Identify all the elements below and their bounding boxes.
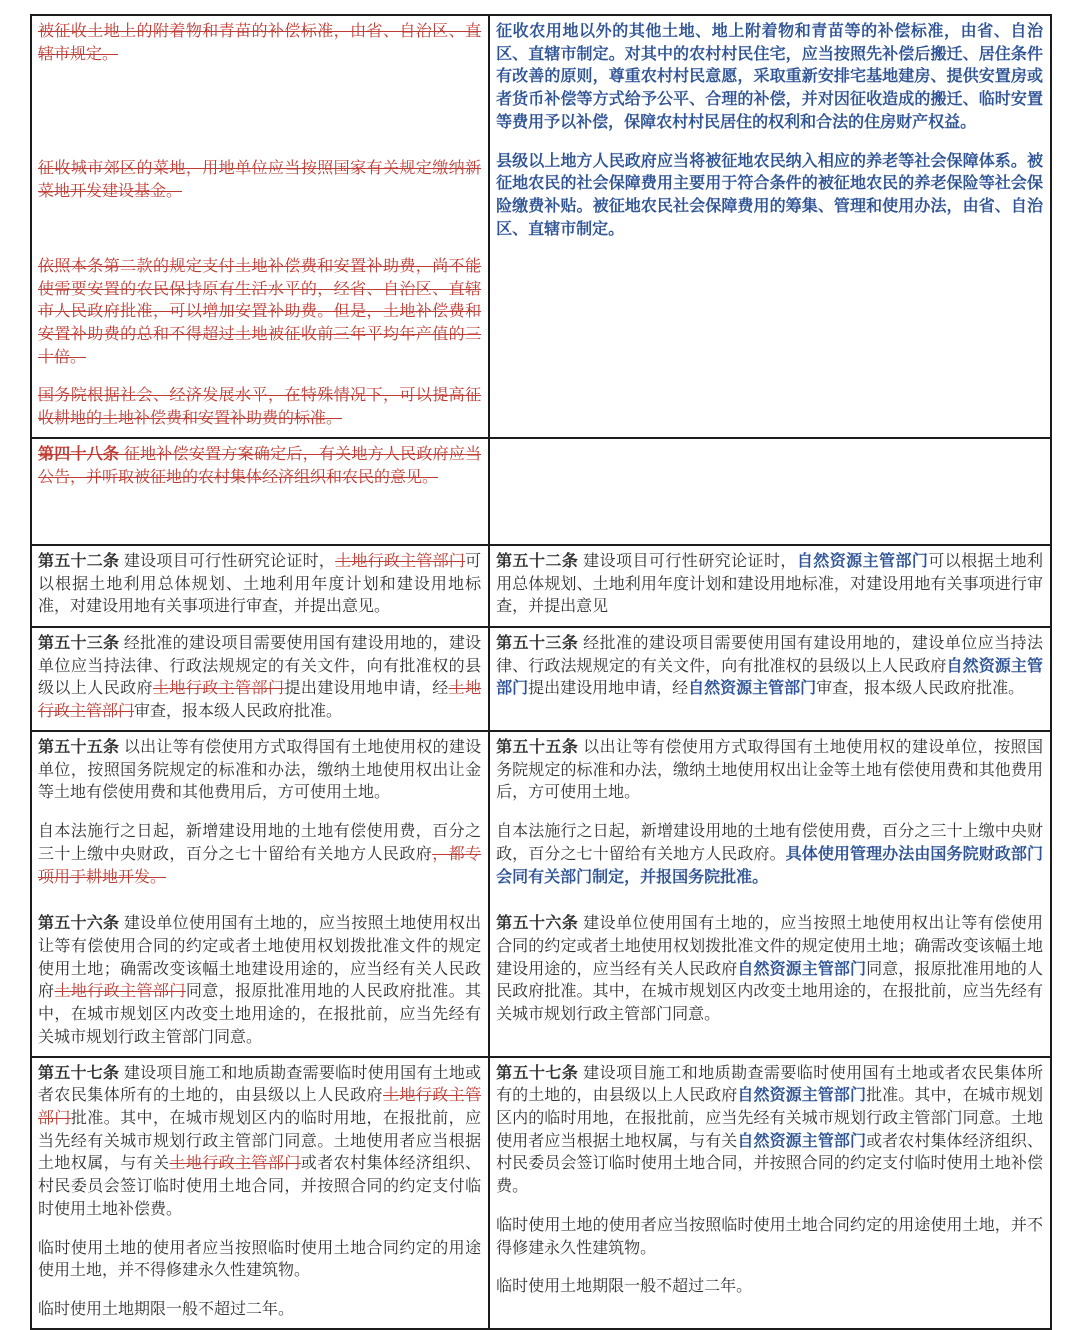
text-run: 自本法施行之日起，新增建设用地的土地有偿使用费，百分之三十上缴中央财政，百分之七十留给有关地方人民政府 <box>38 823 482 863</box>
article-number: 第五十五条 <box>496 738 584 756</box>
text-run: 建设单位使用国有土地的，应当按照土地使用权出让等有偿使用合同的约定或者土地使用权划拨批准文件的规定使用土地；确需改变该幅土地建设用途的，应当经有关人民政府 <box>496 915 1043 978</box>
law-paragraph <box>496 633 1043 701</box>
comparison-table <box>30 14 1052 1330</box>
old-version-cell <box>32 732 490 1056</box>
text-run: 同意，报原批准用地的人民政府批准。其中，在城市规划区内改变土地用途的，在报批前，应当先经有关城市规划行政主管部门同意。 <box>496 960 1043 1024</box>
added-text: 征收农用地以外的其他土地、地上附着物和青苗等的补偿标准，由省、自治区、直辖市制定。对其中的农村村民住宅，应当按照先补偿后搬迁、居住条件有改善的原则，尊重农村村民意愿，采取重新安排宅基地建房、提供安置房或者货币补偿等方式给予公平、合理的补偿，并对因征收造成的搬迁、临时安置等费用予以补偿，保障农村村民居住的权利和合法的住房财产权益。 <box>496 23 1043 131</box>
article-number: 第五十五条 <box>38 738 124 756</box>
added-text: 自然资源主管部门 <box>688 680 817 698</box>
law-paragraph <box>38 1063 481 1222</box>
old-version-cell <box>32 439 490 544</box>
text-run: 以出让等有偿使用方式取得国有土地使用权的建设单位，按照国务院规定的标准和办法，缴纳土地使用权出让金等土地有偿使用费和其他费用后，方可使用土地。 <box>496 738 1043 802</box>
new-version-cell <box>490 439 1050 544</box>
text-run: 以出让等有偿使用方式取得国有土地使用权的建设单位，按照国务院规定的标准和办法，缴纳土地使用权出让金等土地有偿使用费和其他费用后，方可使用土地。 <box>38 738 482 802</box>
deleted-text: 土地行政主管部门 <box>335 552 466 570</box>
text-run: 审查，报本级人民政府批准。 <box>134 703 343 721</box>
article-number: 第五十六条 <box>496 915 584 933</box>
law-paragraph <box>38 21 481 66</box>
law-paragraph <box>38 444 481 489</box>
law-paragraph <box>496 821 1043 889</box>
text-run: 经批准的建设项目需要使用国有建设用地的，建设单位应当持法律、行政法规规定的有关文件，向有批准权的县级以上人民政府 <box>38 634 482 698</box>
deleted-article-number: 第四十八条 <box>38 445 124 463</box>
table-row <box>32 730 1050 1056</box>
text-run: 建设项目施工和地质勘查需要临时使用国有土地或者农民集体所有的土地的，由县级以上人民政府 <box>38 1064 482 1105</box>
text-run: 可以根据土地利用总体规划、土地利用年度计划和建设用地标准，对建设用地有关事项进行审查，并提出意见。 <box>38 552 482 616</box>
table-row <box>32 437 1050 544</box>
law-paragraph <box>38 1299 481 1322</box>
deleted-text: 征地补偿安置方案确定后，有关地方人民政府应当公告，并听取被征地的农村集体经济组织和农民的意见。 <box>38 445 482 486</box>
article-number: 第五十六条 <box>38 915 124 933</box>
text-run: 建设项目可行性研究论证时， <box>583 552 797 570</box>
text-run: 经批准的建设项目需要使用国有建设用地的，建设单位应当持法律、行政法规规定的有关文件，向有批准权的县级以上人民政府 <box>496 634 1043 675</box>
article-number: 第五十二条 <box>38 552 124 570</box>
text-run: 自本法施行之日起，新增建设用地的土地有偿使用费，百分之三十上缴中央财政，百分之七十留给有关地方人民政府。 <box>496 823 1043 863</box>
table-row <box>32 16 1050 437</box>
new-version-cell <box>490 546 1050 626</box>
law-paragraph <box>496 551 1043 619</box>
table-row <box>32 626 1050 730</box>
old-version-cell <box>32 546 490 626</box>
law-paragraph <box>38 737 481 805</box>
text-run: 临时使用土地期限一般不超过二年。 <box>496 1278 753 1296</box>
new-version-cell <box>490 16 1050 437</box>
added-text: 自然资源主管部门 <box>737 1087 867 1105</box>
text-run: 批准。其中，在城市规划区内的临时用地，在报批前，应当先经有关城市规划行政主管部门同意。土地使用者应当根据土地权属，与有关 <box>38 1109 482 1173</box>
deleted-text: ，都专项用于耕地开发。 <box>38 845 482 886</box>
text-run: 同意，报原批准用地的人民政府批准。其中，在城市规划区内改变土地用途的，在报批前，应当先经有关城市规划行政主管部门同意。 <box>38 983 482 1046</box>
deleted-text: 被征收土地上的附着物和青苗的补偿标准，由省、自治区、直辖市规定。 <box>38 23 482 63</box>
law-paragraph <box>38 913 481 1049</box>
text-run: 提出建设用地申请，经 <box>528 680 689 698</box>
deleted-text: 依照本条第二款的规定支付土地补偿费和安置补助费，尚不能使需要安置的农民保持原有生活水平的，经省、自治区、直辖市人民政府批准，可以增加安置补助费。但是，土地补偿费和安置补助费的总和不得超过土地被征收前三年平均年产值的三十倍。 <box>38 257 482 366</box>
law-paragraph <box>38 551 481 619</box>
law-paragraph <box>496 21 1043 135</box>
law-paragraph <box>38 158 481 203</box>
deleted-text: 土地行政主管部门 <box>152 680 285 698</box>
law-paragraph <box>496 151 1043 242</box>
law-paragraph <box>38 821 481 889</box>
deleted-text: 土地行政主管部门 <box>169 1155 301 1173</box>
text-run: 审查，报本级人民政府批准。 <box>816 680 1025 698</box>
deleted-text: 土地行政主管部门 <box>38 680 482 721</box>
deleted-text: 征收城市郊区的菜地，用地单位应当按照国家有关规定缴纳新菜地开发建设基金。 <box>38 160 482 201</box>
text-run: 建设单位使用国有土地的，应当按照土地使用权出让等有偿使用合同的约定或者土地使用权划拨批准文件的规定使用土地；确需改变该幅土地建设用途的，应当经有关人民政府 <box>38 915 482 1001</box>
law-paragraph <box>38 385 481 430</box>
text-run: 或者农村集体经济组织、村民委员会签订临时使用土地合同，并按照合同的约定支付临时使用土地补偿费。 <box>38 1155 482 1218</box>
text-run: 批准。其中，在城市规划区内的临时用地，在报批前，应当先经有关城市规划行政主管部门同意。土地使用者应当根据土地权属，与有关 <box>496 1087 1043 1150</box>
table-row <box>32 544 1050 626</box>
table-row <box>32 1056 1050 1328</box>
old-version-cell <box>32 16 490 437</box>
law-paragraph <box>496 1215 1043 1260</box>
new-version-cell <box>490 628 1050 730</box>
law-paragraph <box>496 1276 1043 1299</box>
article-number: 第五十七条 <box>38 1064 124 1082</box>
added-text: 自然资源主管部门 <box>737 960 867 978</box>
added-text: 自然资源主管部门 <box>737 1132 867 1150</box>
new-version-cell <box>490 1058 1050 1328</box>
article-number: 第五十七条 <box>496 1064 584 1082</box>
old-version-cell <box>32 628 490 730</box>
deleted-text: 国务院根据社会、经济发展水平，在特殊情况下，可以提高征收耕地的土地补偿费和安置补助费的标准。 <box>38 387 482 428</box>
added-text: 县级以上地方人民政府应当将被征地农民纳入相应的养老等社会保障体系。被征地农民的社会保障费用主要用于符合条件的被征地农民的养老保险等社会保险缴费补贴。被征地农民社会保障费用的筹集、管理和使用办法，由省、自治区、直辖市制定。 <box>496 152 1043 238</box>
law-paragraph <box>38 256 481 370</box>
text-run: 或者农村集体经济组织、村民委员会签订临时使用土地合同，并按照合同的约定支付临时使用土地补偿费。 <box>496 1132 1043 1196</box>
law-paragraph <box>496 737 1043 805</box>
new-version-cell <box>490 732 1050 1056</box>
law-paragraph <box>496 913 1043 1027</box>
text-run: 临时使用土地期限一般不超过二年。 <box>38 1301 295 1318</box>
deleted-text: 土地行政主管部门 <box>54 983 186 1001</box>
text-run: 临时使用土地的使用者应当按照临时使用土地合同约定的用途使用土地，并不得修建永久性建筑物。 <box>38 1239 482 1280</box>
law-paragraph <box>38 1238 481 1283</box>
article-number: 第五十二条 <box>496 552 584 570</box>
text-run: 建设项目可行性研究论证时， <box>123 552 336 570</box>
added-text: 自然资源主管部门 <box>796 552 929 570</box>
old-version-cell <box>32 1058 490 1328</box>
deleted-text: 土地行政主管部门 <box>38 1087 482 1127</box>
added-text: 具体使用管理办法由国务院财政部门会同有关部门制定，并报国务院批准。 <box>496 845 1043 886</box>
text-run: 提出建设用地申请，经 <box>284 680 449 698</box>
law-paragraph <box>38 633 481 724</box>
added-text: 自然资源主管部门 <box>496 657 1043 698</box>
text-run: 临时使用土地的使用者应当按照临时使用土地合同约定的用途使用土地，并不得修建永久性建筑物。 <box>496 1216 1043 1257</box>
text-run: 建设项目施工和地质勘查需要临时使用国有土地或者农民集体所有的土地的，由县级以上人民政府 <box>496 1064 1043 1105</box>
law-paragraph <box>496 1063 1043 1199</box>
article-number: 第五十三条 <box>496 634 584 652</box>
article-number: 第五十三条 <box>38 634 124 652</box>
text-run: 可以根据土地利用总体规划、土地利用年度计划和建设用地标准，对建设用地有关事项进行审查，并提出意见 <box>496 552 1043 616</box>
